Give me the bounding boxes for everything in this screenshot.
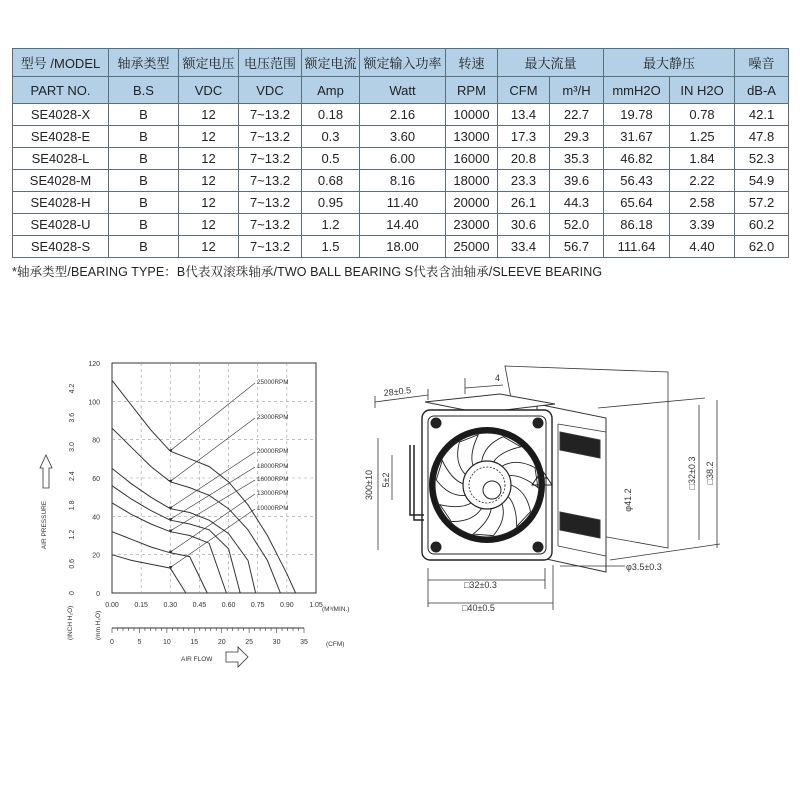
- series-line: [112, 428, 280, 593]
- table-cell: 25000: [446, 236, 498, 258]
- x-tick-m3min: 0.00: [105, 602, 119, 609]
- x-tick-cfm: 30: [272, 639, 281, 646]
- table-cell: B: [109, 126, 179, 148]
- table-cell: 35.3: [550, 148, 604, 170]
- table-cell: B: [109, 170, 179, 192]
- dim-41: φ41.2: [623, 488, 633, 512]
- table-cell: 7~13.2: [239, 192, 302, 214]
- table-cell: 1.5: [302, 236, 360, 258]
- table-cell: 3.60: [360, 126, 446, 148]
- unit-header-cell: dB-A: [735, 77, 789, 104]
- y-unit-left: (INCH H₂O): [67, 605, 74, 640]
- table-cell: 0.5: [302, 148, 360, 170]
- dim-3-5: φ3.5±0.3: [626, 562, 662, 572]
- table-cell: 2.22: [670, 170, 735, 192]
- x-unit-bottom: (CFM): [326, 641, 345, 648]
- table-cell: 18000: [446, 170, 498, 192]
- unit-header-cell: B.S: [109, 77, 179, 104]
- y-tick-inch: 3.0: [69, 442, 76, 452]
- unit-header-cell: VDC: [239, 77, 302, 104]
- header-cell: 轴承类型: [109, 49, 179, 77]
- x-tick-m3min: 0.90: [280, 602, 294, 609]
- unit-header-cell: RPM: [446, 77, 498, 104]
- y-tick-inch: 1.8: [69, 500, 76, 511]
- y-tick-mm: 60: [92, 476, 100, 483]
- table-cell: 13000: [446, 126, 498, 148]
- table-cell: 17.3: [498, 126, 550, 148]
- series-label: 20000RPM: [257, 448, 289, 455]
- table-cell: SE4028-H: [13, 192, 109, 214]
- table-cell: 33.4: [498, 236, 550, 258]
- header-cell: 最大流量: [498, 49, 604, 77]
- table-cell: SE4028-S: [13, 236, 109, 258]
- table-cell: 7~13.2: [239, 236, 302, 258]
- table-cell: 0.68: [302, 170, 360, 192]
- table-cell: 20.8: [498, 148, 550, 170]
- table-cell: 14.40: [360, 214, 446, 236]
- table-cell: 86.18: [604, 214, 670, 236]
- dim-40: □40±0.5: [462, 603, 495, 613]
- pq-curve-chart: [40, 361, 349, 667]
- table-cell: 7~13.2: [239, 104, 302, 126]
- y-tick-inch: 0: [69, 591, 76, 595]
- y-tick-inch: 4.2: [69, 383, 76, 394]
- table-cell: SE4028-L: [13, 148, 109, 170]
- table-cell: SE4028-U: [13, 214, 109, 236]
- x-tick-m3min: 0.75: [250, 602, 265, 609]
- series-label: 18000RPM: [257, 463, 289, 470]
- header-cell: 电压范围: [239, 49, 302, 77]
- table-cell: 7~13.2: [239, 148, 302, 170]
- x-unit-top: (M³/MIN.): [322, 606, 350, 613]
- table-cell: 57.2: [735, 192, 789, 214]
- table-cell: 44.3: [550, 192, 604, 214]
- table-cell: SE4028-E: [13, 126, 109, 148]
- bearing-note: *轴承类型/BEARING TYPE：B代表双滚珠轴承/TWO BALL BEARING S代表含油轴承/SLEEVE BEARING: [12, 265, 603, 279]
- y-unit-right: (mm H₂O): [95, 610, 102, 640]
- table-cell: 4.40: [670, 236, 735, 258]
- y-tick-mm: 100: [88, 399, 100, 407]
- y-tick-inch: 0.6: [69, 558, 76, 569]
- table-cell: 47.8: [735, 126, 789, 148]
- table-cell: 7~13.2: [239, 170, 302, 192]
- y-tick-inch: 1.2: [69, 529, 76, 540]
- dim-300: 300±10: [364, 470, 374, 500]
- unit-header-cell: CFM: [498, 77, 550, 104]
- series-label: 10000RPM: [257, 505, 289, 512]
- x-tick-cfm: 15: [190, 639, 199, 646]
- header-cell: 最大静压: [604, 49, 735, 77]
- table-cell: 46.82: [604, 148, 670, 170]
- unit-header-cell: IN H2O: [670, 77, 735, 104]
- table-cell: 52.0: [550, 214, 604, 236]
- unit-header-cell: Watt: [360, 77, 446, 104]
- table-cell: 31.67: [604, 126, 670, 148]
- table-cell: 1.25: [670, 126, 735, 148]
- x-tick-cfm: 0: [110, 639, 114, 646]
- dim-5: 5±2: [381, 472, 391, 488]
- table-cell: 1.2: [302, 214, 360, 236]
- unit-header-cell: m³/H: [550, 77, 604, 104]
- dim-32-bottom: □32±0.3: [464, 580, 497, 590]
- table-cell: 0.78: [670, 104, 735, 126]
- table-cell: 10000: [446, 104, 498, 126]
- unit-header-cell: PART NO.: [13, 77, 109, 104]
- x-tick-m3min: 1.05: [309, 602, 323, 609]
- series-label: 23000RPM: [257, 414, 289, 421]
- x-tick-m3min: 0.45: [192, 602, 207, 609]
- table-cell: 29.3: [550, 126, 604, 148]
- table-cell: 20000: [446, 192, 498, 214]
- table-cell: 65.64: [604, 192, 670, 214]
- y-tick-mm: 0: [96, 591, 100, 598]
- dim-28: 28±0.5: [383, 385, 412, 398]
- table-cell: 2.16: [360, 104, 446, 126]
- table-cell: 13.4: [498, 104, 550, 126]
- right-arrow-icon: [226, 647, 248, 667]
- x-axis-label: AIR FLOW: [181, 656, 213, 663]
- series-line: [112, 555, 186, 593]
- table-cell: B: [109, 104, 179, 126]
- table-cell: 12: [179, 214, 239, 236]
- table-cell: 11.40: [360, 192, 446, 214]
- series-leader: [172, 467, 255, 518]
- y-tick-mm: 20: [92, 552, 100, 560]
- y-axis-label: AIR PRESSURE: [41, 500, 48, 550]
- table-cell: 42.1: [735, 104, 789, 126]
- unit-header-cell: Amp: [302, 77, 360, 104]
- mount-hole: [533, 418, 544, 429]
- x-tick-m3min: 0.60: [221, 602, 236, 609]
- table-cell: 56.7: [550, 236, 604, 258]
- x-tick-cfm: 5: [137, 639, 142, 646]
- table-cell: 0.18: [302, 104, 360, 126]
- table-cell: 52.3: [735, 148, 789, 170]
- hub-cap: [483, 481, 501, 499]
- x-tick-cfm: 20: [217, 639, 226, 646]
- table-cell: 16000: [446, 148, 498, 170]
- table-cell: 0.95: [302, 192, 360, 214]
- header-cell: 额定电压: [179, 49, 239, 77]
- header-cell: 型号 /MODEL: [13, 49, 109, 77]
- x-tick-m3min: 0.15: [134, 602, 148, 609]
- dim-4: 4: [495, 373, 501, 383]
- table-cell: 56.43: [604, 170, 670, 192]
- series-line: [112, 532, 207, 593]
- mount-hole: [533, 542, 544, 553]
- table-cell: B: [109, 148, 179, 170]
- header-cell: 额定输入功率: [360, 49, 446, 77]
- table-cell: SE4028-M: [13, 170, 109, 192]
- unit-header-cell: mmH2O: [604, 77, 670, 104]
- table-cell: 8.16: [360, 170, 446, 192]
- header-cell: 转速: [446, 49, 498, 77]
- table-cell: 3.39: [670, 214, 735, 236]
- series-label: 13000RPM: [257, 490, 289, 497]
- series-label: 16000RPM: [257, 476, 289, 483]
- table-cell: 0.3: [302, 126, 360, 148]
- up-arrow-icon: [40, 455, 52, 488]
- table-cell: 7~13.2: [239, 126, 302, 148]
- table-cell: 12: [179, 192, 239, 214]
- table-cell: B: [109, 192, 179, 214]
- table-cell: 2.58: [670, 192, 735, 214]
- table-cell: 60.2: [735, 214, 789, 236]
- table-cell: 23.3: [498, 170, 550, 192]
- x-tick-cfm: 25: [245, 639, 254, 646]
- table-cell: 39.6: [550, 170, 604, 192]
- table-cell: 26.1: [498, 192, 550, 214]
- table-cell: 54.9: [735, 170, 789, 192]
- mount-hole: [431, 542, 442, 553]
- table-cell: 12: [179, 148, 239, 170]
- x-tick-cfm: 35: [300, 639, 308, 646]
- dim-line: [465, 385, 503, 388]
- table-cell: 12: [179, 236, 239, 258]
- table-cell: 12: [179, 104, 239, 126]
- dim-32-side: □32±0.3: [687, 456, 697, 490]
- table-cell: 12: [179, 170, 239, 192]
- table-cell: 30.6: [498, 214, 550, 236]
- table-cell: 7~13.2: [239, 214, 302, 236]
- unit-header-cell: VDC: [179, 77, 239, 104]
- mount-hole: [431, 418, 442, 429]
- fan-dimension-drawing: [364, 366, 720, 613]
- table-cell: 19.78: [604, 104, 670, 126]
- table-cell: 1.84: [670, 148, 735, 170]
- x-tick-cfm: 10: [162, 639, 171, 646]
- table-cell: 12: [179, 126, 239, 148]
- y-tick-inch: 3.6: [69, 412, 76, 423]
- series-label: 25000RPM: [257, 379, 289, 386]
- table-cell: 18.00: [360, 236, 446, 258]
- table-cell: 22.7: [550, 104, 604, 126]
- y-tick-mm: 80: [92, 437, 100, 445]
- x-tick-m3min: 0.30: [163, 602, 178, 609]
- dim-38: □38.2: [705, 461, 715, 485]
- series-line: [112, 468, 256, 593]
- header-cell: 噪音: [735, 49, 789, 77]
- series-leader: [172, 383, 255, 449]
- header-cell: 额定电流: [302, 49, 360, 77]
- table-cell: B: [109, 236, 179, 258]
- y-tick-mm: 120: [88, 361, 100, 368]
- y-tick-mm: 40: [92, 514, 100, 522]
- y-tick-inch: 2.4: [69, 471, 76, 482]
- table-cell: B: [109, 214, 179, 236]
- table-cell: 111.64: [604, 236, 670, 258]
- table-cell: SE4028-X: [13, 104, 109, 126]
- table-cell: 62.0: [735, 236, 789, 258]
- table-cell: 23000: [446, 214, 498, 236]
- table-cell: 6.00: [360, 148, 446, 170]
